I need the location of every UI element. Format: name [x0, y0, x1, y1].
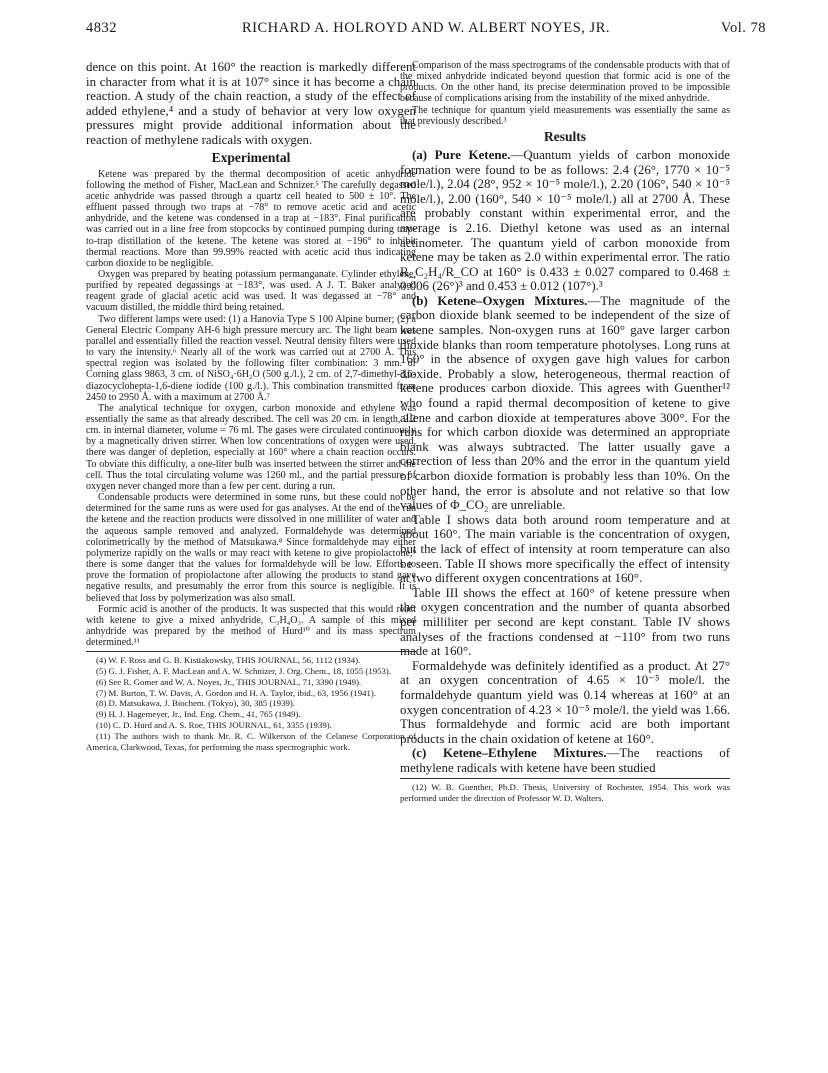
pure-ketene-subheading: (a) Pure Ketene.	[412, 147, 511, 162]
footnote: (5) G. J. Fisher, A. F. MacLean and A. W. Schnizer, J. Org. Chem., 18, 1055 (1953).	[96, 666, 392, 677]
body-paragraph: Table III shows the effect at 160° of ketene pressure when the oxygen concentration and the number of quanta absorbed per milliliter per second are kept constant. Table IV shows analyses of the fractions condensed at −110° from two runs made at 160°.	[400, 585, 730, 659]
ketene-oxygen-subheading: (b) Ketene–Oxygen Mixtures.	[412, 293, 588, 308]
footnote: (12) W. B. Guenther, Ph.D. Thesis, University of Rochester, 1954. This work was performed under the direction of Professor W. D. Walters.	[400, 782, 730, 804]
footnote: (4) W. F. Ross and G. B. Kistiakowsky, THIS JOURNAL, 56, 1112 (1934).	[96, 655, 361, 666]
footnote: (6) See R. Gomer and W. A. Noyes, Jr., THIS JOURNAL, 71, 3390 (1949).	[96, 676, 362, 687]
experimental-paragraph: Ketene was prepared by the thermal decomposition of acetic anhydride following the method of Fisher, MacLean and Schnizer.⁵ The carefully degassed acetic anhydride was passed through a quartz cell heated to 500 ± 10°. The effluent passed through two traps at −78° to remove acetic acid and acetic anhydride, and the ketene was condensed in a trap at −183°. Final purification was carried out in a line free from stopcocks by continued pumping during trap-to-trap distillation of the ketene. The ketene was stored at −196° to inhibit thermal reactions. More than 99.99% reacted with acetic acid thus indicating carbon dioxide to be negligible.	[86, 168, 416, 269]
running-head-authors: RICHARD A. HOLROYD AND W. ALBERT NOYES, JR.	[242, 20, 610, 36]
ketene-ethylene-paragraph	[400, 746, 730, 775]
ketene-ethylene-text: —The reactions of methylene radicals with ketene have been studied	[400, 746, 730, 775]
pure-ketene-paragraph	[400, 148, 730, 294]
ketene-oxygen-text: —The magnitude of the carbon dioxide blank seemed to be independent of the size of ketene samples. Non-oxygen runs at 160° gave larger carbon dioxide blanks than room temperature photolyses. Long runs at 160° in the absence of oxygen gave high values for carbon dioxide. Probably a slow, heterogeneous, thermal reaction of ketene produces carbon dioxide. This agrees with Guenther¹² who found a rapid thermal decomposition of ketene to give allene and carbon dioxide at temperatures above 300°. For the runs for which carbon dioxide was determined an appropriate blank was always subtracted. The latter usually gave a correction of less than 20% and the error in the quantum yield of carbon dioxide formation is probably less than 10%. On the other hand, the error is absolute and not relative so that low values of Φ_CO₂ are unreliable.	[400, 293, 731, 513]
experimental-paragraph: Formic acid is another of the products. It was suspected that this would react with ketene to give a mixed anhydride, C₃H₄O₃. A sample of this mixed anhydride was prepared by the method of Hurd¹⁰ and its mass spectrum determined.¹¹	[86, 603, 416, 649]
ketene-oxygen-paragraph	[400, 294, 730, 513]
volume-label: Vol. 78	[720, 20, 766, 36]
ketene-ethylene-subheading: (c) Ketene–Ethylene Mixtures.	[412, 746, 607, 761]
page-header	[86, 20, 766, 40]
footnote: (8) D. Matsukawa, J. Biochem. (Tokyo), 30, 385 (1939).	[96, 698, 295, 709]
footnote: (7) M. Burton, T. W. Davis, A. Gordon and H. A. Taylor, ibid., 63, 1956 (1941).	[96, 687, 377, 698]
footnote-divider	[86, 651, 416, 652]
experimental-paragraph: Oxygen was prepared by heating potassium permanganate. Cylinder ethylene, purified by repeated degassings at −183°, was used. A J. T. Baker analyzed reagent grade of glacial acetic acid was used. It was degassed at −78° and vacuum distilled, the middle third being retained.	[86, 268, 416, 314]
experimental-heading: Experimental	[211, 149, 291, 165]
experimental-paragraph: Condensable products were determined in some runs, but these could not be determined for the same runs as were used for gas analyses. At the end of the run the ketene and the reaction products were dissolved in one milliliter of water and the aqueous sample removed and analyzed. Formaldehyde was determined colorimetrically by the method of Matsukawa.⁸ Since formaldehyde may either polymerize rapidly on the walls or may react with ketene to give propiolactone,⁹ there is some danger that the values for formaldehyde will be low. Efforts to prove the formation of propiolactone after allowing the products to stand gave negative results, and presumably the error from this source is negligible. It is believed that loss by polymerization was also small.	[86, 492, 416, 604]
footnote-divider	[400, 778, 730, 779]
footnote: (10) C. D. Hurd and A. S. Roe, THIS JOURNAL, 61, 3355 (1939).	[96, 720, 332, 731]
left-column	[86, 60, 416, 752]
results-heading: Results	[543, 128, 586, 144]
comparison-paragraph: Comparison of the mass spectrograms of the condensable products with that of the mixed anhydride indicated beyond question that formic acid is one of the products. On the other hand, its precise determination proved to be impossible because of complications arising from the instability of the mixed anhydride.	[400, 60, 730, 105]
body-paragraph: Formaldehyde was definitely identified as a product. At 27° at an oxygen concentration of 4.65 × 10⁻⁵ mole/l. the formaldehyde quantum yield was 0.14 whereas at 160° at an oxygen concentration of 4.23 × 10⁻⁵ mole/l. the yield was 1.66. Thus formaldehyde and formic acid are both important products in the chain oxidation of ketene at 160°.	[400, 658, 730, 746]
page-number: 4832	[86, 20, 117, 36]
footnote: (11) The authors wish to thank Mr. R. C. Wilkerson of the Celanese Corporation of America, Clarkwood, Texas, for performing the mass spectrographic work.	[86, 730, 416, 752]
intro-paragraph: dence on this point. At 160° the reaction is markedly different in character from what it is at 107° since it has become a chain reaction. A study of the chain reaction, a study of the effect of added ethylene,⁴ and a study of behavior at very low oxygen pressures might provide additional information about the reaction of methylene radicals with oxygen.	[86, 60, 416, 147]
experimental-paragraph: The analytical technique for oxygen, carbon monoxide and ethylene was essentially the same as that already described. The cell was 20 cm. in length, 2.2 cm. in internal diameter, volume = 76 ml. The gases were circulated continuously by a magnetically driven stirrer. When low concentrations of oxygen were used, there was danger of depletion, especially at 160° where a chain reaction occurs. To obviate this difficulty, a one-liter bulb was inserted between the stirrer and the cell. Thus the total circulating volume was 1260 ml., and the partial pressure of oxygen never changed more than a few per cent. during a run.	[86, 402, 416, 492]
footnote: (9) H. J. Hagemeyer, Jr., Ind. Eng. Chem., 41, 765 (1949).	[96, 709, 301, 720]
footnotes-left	[86, 655, 416, 752]
right-column	[400, 60, 730, 804]
pure-ketene-text: —Quantum yields of carbon monoxide formation were found to be as follows: 2.4 (26°, 1770 × 10⁻⁵ mole/l.), 2.04 (28°, 952 × 10⁻⁵ mole/l.), 2.20 (106°, 540 × 10⁻⁵ mole/l.), 2.00 (160°, 540 × 10⁻⁵ mole/l.) all at 2700 Å. These are probably constant within experimental error, and the average is 2.16. Diethyl ketone was used as an internal actinometer. The quantum yield of carbon monoxide from ketene may be taken as 2.0 within experimental error. The ratio R_C₂H₄/R_CO at 160° is 0.433 ± 0.027 compared to 0.468 ± 0.006 (26°)³ and 0.453 ± 0.012 (107°).³	[400, 147, 730, 294]
experimental-paragraph: Two different lamps were used: (1) a Hanovia Type S 100 Alpine burner; (2) a General Electric Company AH-6 high pressure mercury arc. The light beam was parallel and essentially filled the reaction vessel. Neutral density filters were used to vary the intensity.⁶ Nearly all of the work was carried out at 2700 Å. This spectral region was isolated by the following filter combination: 3 mm. of Corning glass 9863, 3 cm. of NiSO₄·6H₂O (500 g./l.), 2 cm. of 2,7-dimethyl-3,6-diazocyclohepta-1,6-diene iodide (100 g./l.). This combination transmitted from 2450 to 2950 Å. with a maximum at 2700 Å.⁷	[86, 313, 416, 403]
body-paragraph: Table I shows data both around room temperature and at about 160°. The main variable is the concentration of oxygen, but the lack of effect of intensity at room temperature can also be seen. Table II shows more specifically the effect of intensity at two different oxygen concentrations at 160°.	[400, 512, 730, 586]
technique-paragraph: The technique for quantum yield measurements was essentially the same as that previously described.³	[400, 104, 730, 127]
